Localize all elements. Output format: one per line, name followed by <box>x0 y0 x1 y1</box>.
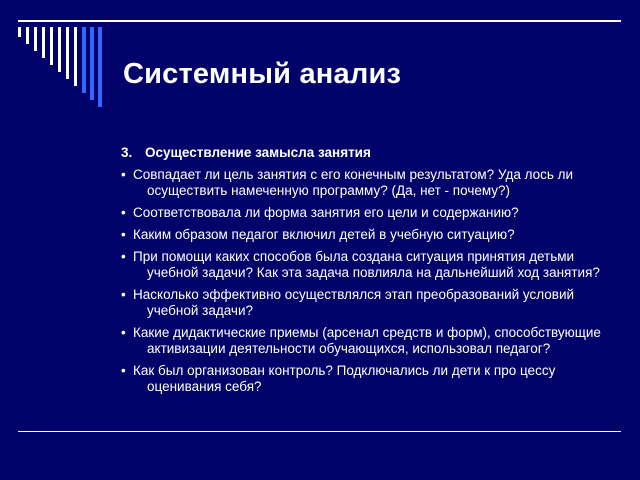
list-item <box>121 363 611 395</box>
stripe <box>90 27 94 100</box>
section-number: 3. <box>121 145 133 160</box>
stripe <box>82 27 86 93</box>
bullet-icon: • <box>121 325 126 340</box>
bullet-icon: • <box>121 167 126 182</box>
list-item <box>121 325 611 357</box>
slide-body <box>121 145 611 401</box>
stripe <box>58 27 61 72</box>
list-item-text: Какие дидактические приемы (арсенал средств и форм), способствующие активизации деятельности обучающихся, использовал педагог? <box>133 325 601 356</box>
list-item <box>121 167 611 199</box>
list-item-text: Насколько эффективно осуществлялся этап преобразований условий учебной задачи? <box>133 287 575 318</box>
list-item <box>121 287 611 319</box>
stripe <box>34 27 37 51</box>
bullet-icon: • <box>121 205 126 220</box>
bullet-icon: • <box>121 227 126 242</box>
list-item-text: При помощи каких способов была создана ситуация принятия детьми учебной задачи? Как эта задача повлияла на дальнейший ход занятия? <box>133 249 600 280</box>
stripe <box>66 27 69 79</box>
list-item-text: Как был организован контроль? Подключались ли дети к про цессу оценивания себя? <box>133 363 556 394</box>
section-heading <box>121 145 611 161</box>
stripe <box>98 27 102 107</box>
list-item <box>121 205 611 221</box>
slide-title: Системный анализ <box>123 58 402 90</box>
bullet-icon: • <box>121 249 126 264</box>
top-rule <box>18 20 621 22</box>
list-item-text: Совпадает ли цель занятия с его конечным результатом? Уда лось ли осуществить намеченную программу? (Да, нет - почему?) <box>133 167 574 198</box>
stripe <box>26 27 29 44</box>
list-item <box>121 249 611 281</box>
list-item-text: Каким образом педагог включил детей в учебную ситуацию? <box>133 227 515 242</box>
bottom-divider <box>18 431 621 432</box>
bullet-icon: • <box>121 287 126 302</box>
list-item <box>121 227 611 243</box>
bullet-icon: • <box>121 363 126 378</box>
section-heading-text: Осуществление замысла занятия <box>145 145 371 160</box>
stripe <box>18 27 21 37</box>
list-item-text: Соответствовала ли форма занятия его цели и содержанию? <box>133 205 519 220</box>
stripe <box>42 27 45 58</box>
stripe <box>74 27 77 86</box>
stripe <box>50 27 53 65</box>
